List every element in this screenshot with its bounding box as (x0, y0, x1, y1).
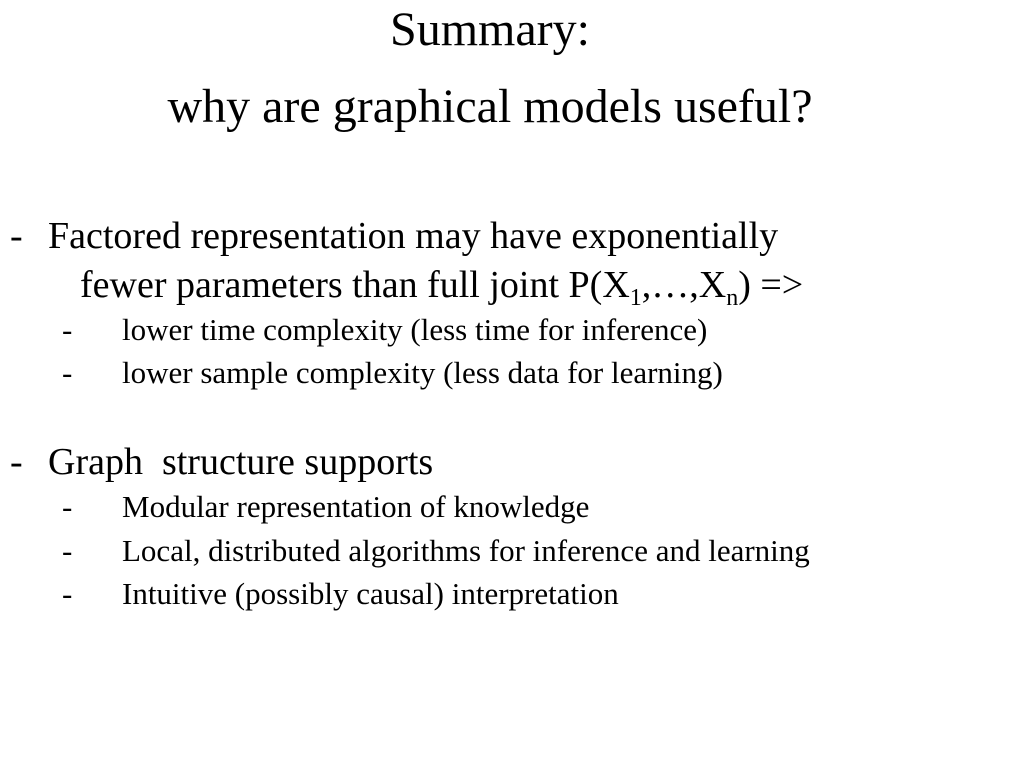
formula-suffix: ) => (738, 264, 804, 306)
bullet-2-text: Graph structure supports (48, 441, 434, 483)
bullet-2-dash: - (10, 441, 23, 483)
formula-prefix: fewer parameters than full joint P(X (80, 264, 630, 306)
sub-bullet-1-2-text: lower sample complexity (less data for learning) (122, 355, 723, 390)
bullet-1-text-line-1: Factored representation may have exponentially (48, 215, 779, 257)
sub-bullet-2-1-dash: - (62, 489, 73, 524)
sub-bullet-2-2-dash: - (62, 533, 73, 568)
sub-bullet-2-1-text: Modular representation of knowledge (122, 489, 590, 524)
sub-bullet-2-2-text: Local, distributed algorithms for inference and learning (122, 533, 810, 568)
subscript-1: 1 (629, 285, 642, 311)
formula-mid: ,…,X (641, 264, 727, 306)
sub-bullet-2-3-dash: - (62, 576, 73, 611)
sub-bullet-2-3-text: Intuitive (possibly causal) interpretation (122, 576, 619, 611)
sub-bullet-1-2-dash: - (62, 355, 73, 390)
sub-bullet-1-1-dash: - (62, 312, 73, 347)
bullet-1-dash: - (10, 215, 23, 257)
bullet-1-text-line-2 (80, 264, 804, 311)
slide-title-line-1: Summary: (390, 3, 590, 56)
subscript-n: n (726, 285, 739, 311)
sub-bullet-1-1-text: lower time complexity (less time for inference) (122, 312, 708, 347)
slide-title-line-2: why are graphical models useful? (167, 80, 813, 133)
